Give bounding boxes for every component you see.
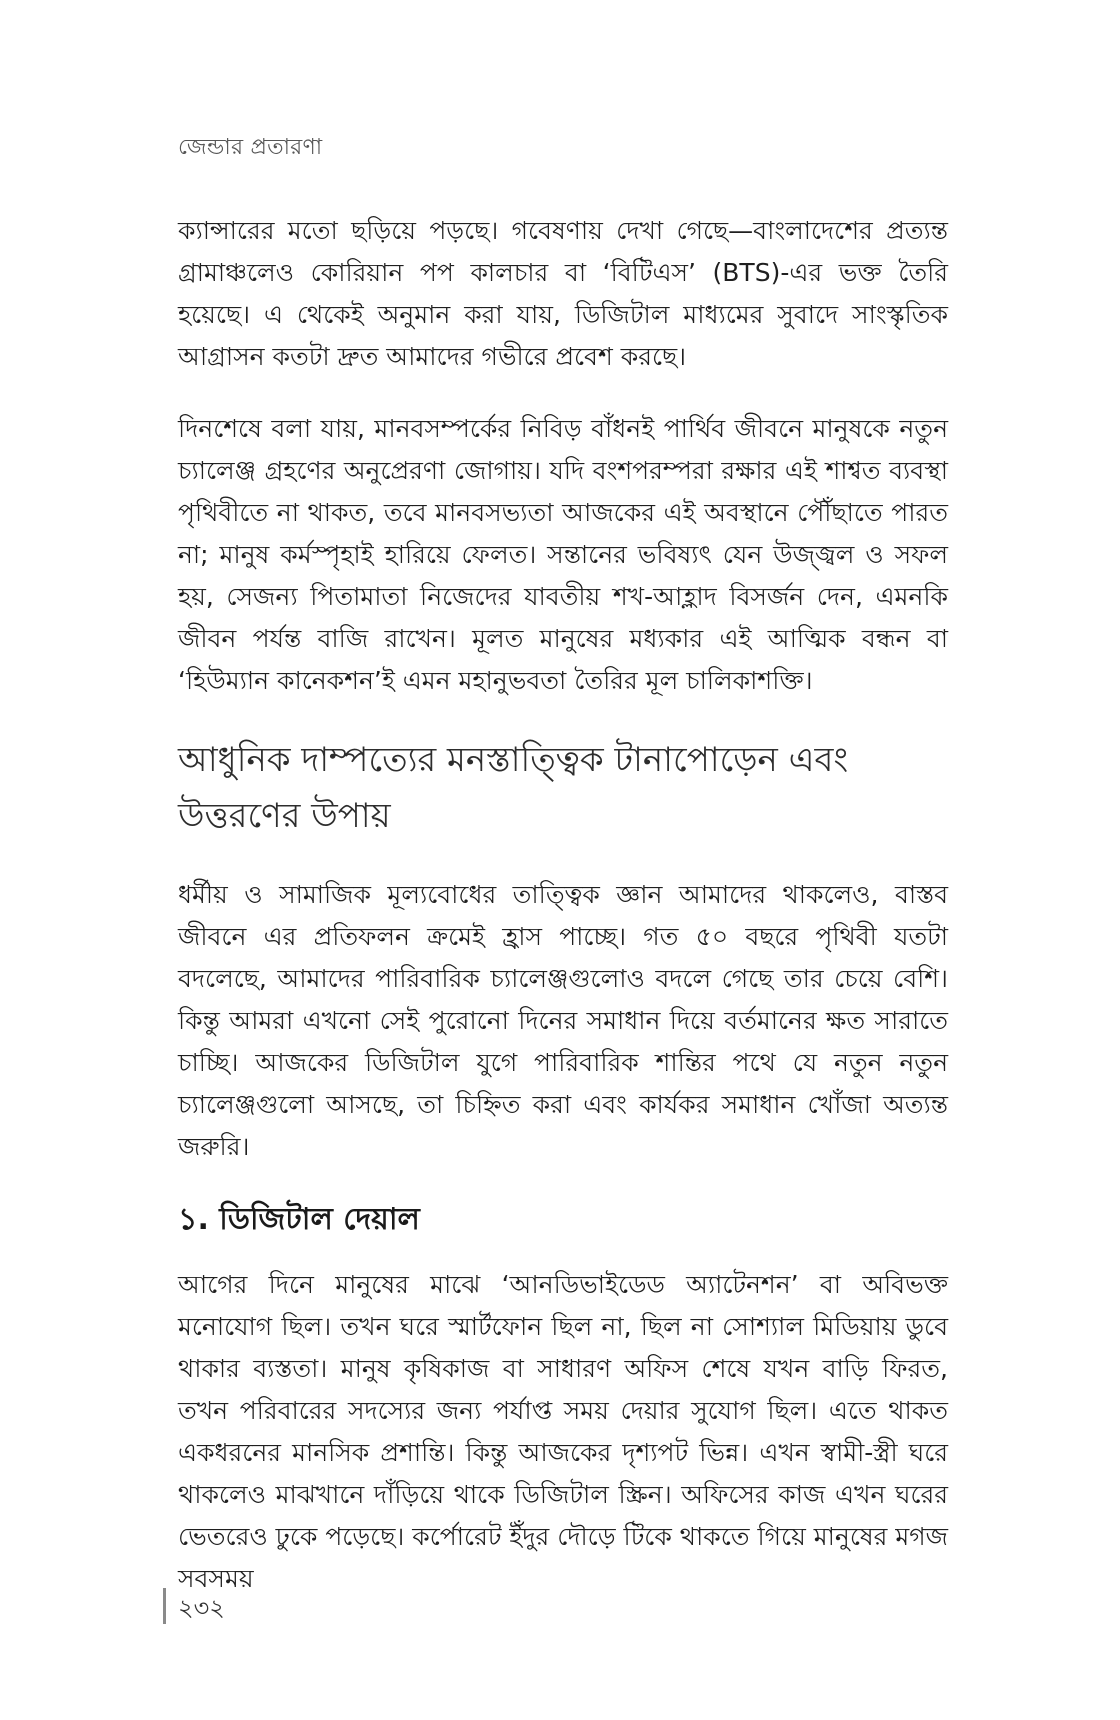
sub-heading: ১. ডিজিটাল দেয়াল	[178, 1202, 420, 1237]
running-header: জেন্ডার প্রতারণা	[178, 135, 323, 160]
paragraph-4: আগের দিনে মানুষের মাঝে ‘আনডিভাইডেড অ্যাটেনশন’ বা অবিভক্ত মনোযোগ ছিল। তখন ঘরে স্মার্টফোন ছিল না, ছিল না সোশ্যাল মিডিয়ায় ডুবে থাকার ব্যস্ততা। মানুষ কৃষিকাজ বা সাধারণ অফিস শেষে যখন বাড়ি ফিরত, তখন পরিবারের সদস্যের জন্য পর্যাপ্ত সময় দেয়ার সুযোগ ছিল। এতে থাকত একধরনের মানসিক প্রশান্তি। কিন্তু আজকের দৃশ্যপট ভিন্ন। এখন স্বামী-স্ত্রী ঘরে থাকলেও মাঝখানে দাঁড়িয়ে থাকে ডিজিটাল স্ক্রিন। অফিসের কাজ এখন ঘরের ভেতরেও ঢুকে পড়েছে। কর্পোরেট ইঁদুর দৌড়ে টিকে থাকতে গিয়ে মানুষের মগজ সবসময়	[178, 1270, 948, 1593]
paragraph-3: ধর্মীয় ও সামাজিক মূল্যবোধের তাত্ত্বিক জ্ঞান আমাদের থাকলেও, বাস্তব জীবনে এর প্রতিফলন ক্রমেই হ্রাস পাচ্ছে। গত ৫০ বছরে পৃথিবী যতটা বদলেছে, আমাদের পারিবারিক চ্যালেঞ্জগুলোও বদলে গেছে তার চেয়ে বেশি। কিন্তু আমরা এখনো সেই পুরোনো দিনের সমাধান দিয়ে বর্তমানের ক্ষত সারাতে চাচ্ছি। আজকের ডিজিটাল যুগে পারিবারিক শান্তির পথে যে নতুন নতুন চ্যালেঞ্জগুলো আসছে, তা চিহ্নিত করা এবং কার্যকর সমাধান খোঁজা অত্যন্ত জরুরি।	[178, 880, 948, 1161]
folio-rule	[163, 1588, 166, 1624]
paragraph-1: ক্যান্সারের মতো ছড়িয়ে পড়ছে। গবেষণায় দেখা গেছে—বাংলাদেশের প্রত্যন্ত গ্রামাঞ্চলেও কোরিয়ান পপ কালচার বা ‘বিটিএস’ (BTS)-এর ভক্ত তৈরি হয়েছে। এ থেকেই অনুমান করা যায়, ডিজিটাল মাধ্যমের সুবাদে সাংস্কৃতিক আগ্রাসন কতটা দ্রুত আমাদের গভীরে প্রবেশ করছে।	[178, 216, 948, 371]
page-number: ২৩২	[178, 1594, 225, 1622]
paragraph-2: দিনশেষে বলা যায়, মানবসম্পর্কের নিবিড় বাঁধনই পার্থিব জীবনে মানুষকে নতুন চ্যালেঞ্জ গ্রহণের অনুপ্রেরণা জোগায়। যদি বংশপরম্পরা রক্ষার এই শাশ্বত ব্যবস্থা পৃথিবীতে না থাকত, তবে মানবসভ্যতা আজকের এই অবস্থানে পৌঁছাতে পারত না; মানুষ কর্মস্পৃহাই হারিয়ে ফেলত। সন্তানের ভবিষ্যৎ যেন উজ্জ্বল ও সফল হয়, সেজন্য পিতামাতা নিজেদের যাবতীয় শখ-আহ্লাদ বিসর্জন দেন, এমনকি জীবন পর্যন্ত বাজি রাখেন। মূলত মানুষের মধ্যকার এই আত্মিক বন্ধন বা ‘হিউম্যান কানেকশন’ই এমন মহানুভবতা তৈরির মূল চালিকাশক্তি।	[178, 414, 948, 695]
section-heading: আধুনিক দাম্পত্যের মনস্তাত্ত্বিক টানাপোড়েন এবং উত্তরণের উপায়	[178, 740, 849, 836]
page-body	[178, 210, 948, 1630]
